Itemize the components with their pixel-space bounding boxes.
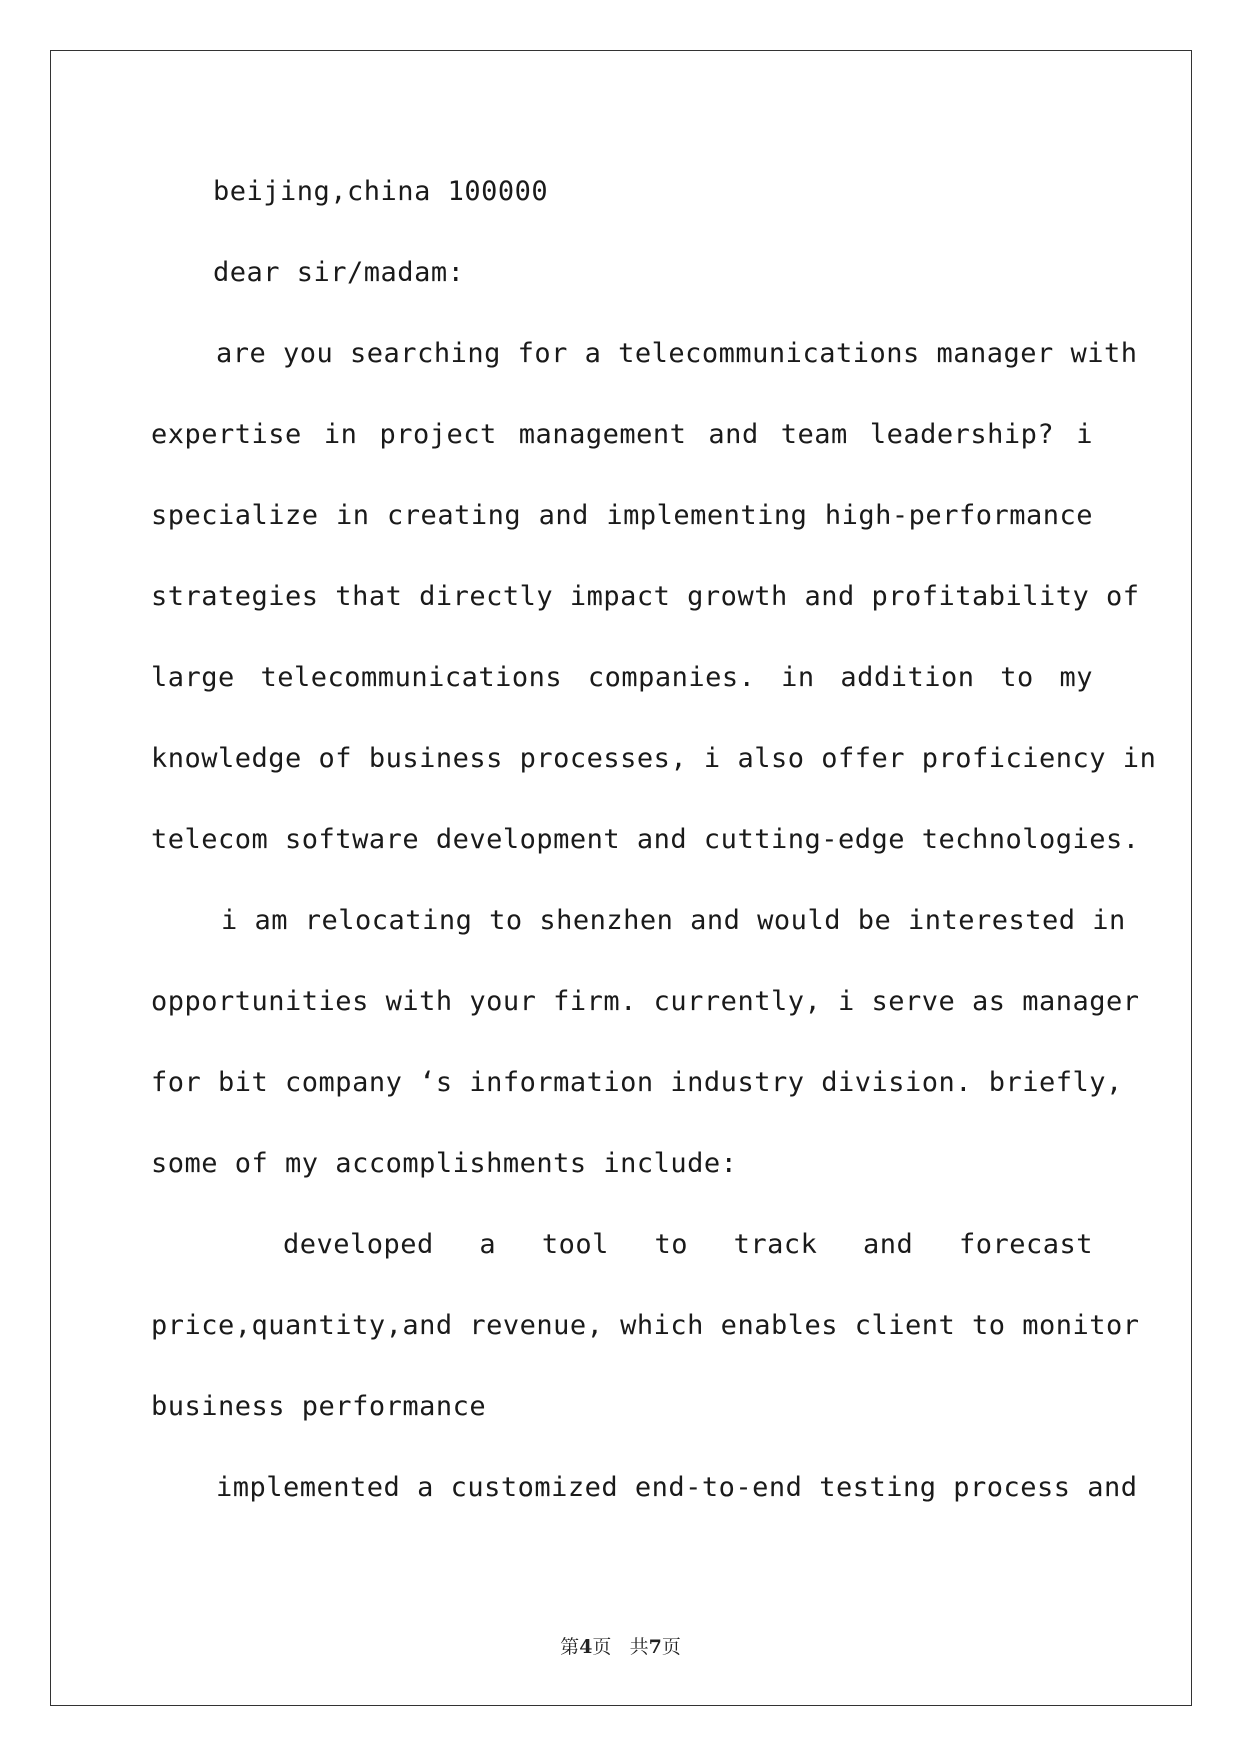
paragraph-1-line-6: knowledge of business processes, i also offer proficiency in: [151, 743, 1157, 774]
paragraph-2-line-3: for bit company ‘s information industry division. briefly,: [151, 1067, 1123, 1098]
total-page-number: 7: [648, 1636, 662, 1658]
paragraph-2-line-1: i am relocating to shenzhen and would be interested in: [221, 905, 1126, 936]
paragraph-1-line-4: strategies that directly impact growth and profitability of: [151, 581, 1140, 612]
current-page-number: 4: [579, 1636, 593, 1658]
accomplishment-1-line-1: developed a tool to track and forecast: [283, 1229, 1093, 1260]
paragraph-1-line-1: are you searching for a telecommunications manager with: [216, 338, 1138, 369]
accomplishment-1-line-3: business performance: [151, 1391, 487, 1422]
accomplishment-2-line-1: implemented a customized end-to-end testing process and: [216, 1472, 1138, 1503]
paragraph-1-line-3: specialize in creating and implementing high-performance: [151, 500, 1093, 531]
footer-total-label: 页: [661, 1636, 681, 1658]
salutation: dear sir/madam:: [213, 257, 465, 288]
paragraph-2-line-2: opportunities with your firm. currently, i serve as manager: [151, 986, 1140, 1017]
paragraph-1-line-7: telecom software development and cutting-edge technologies.: [151, 824, 1140, 855]
paragraph-1-line-5: large telecommunications companies. in addition to my: [151, 662, 1093, 693]
page-border: [50, 50, 1192, 1706]
footer-page-label: 页: [592, 1636, 612, 1658]
footer-total-prefix: 共: [629, 1636, 649, 1658]
address-line: beijing,china 100000: [213, 176, 549, 207]
page-footer: [0, 1632, 1241, 1659]
footer-prefix: 第: [560, 1636, 580, 1658]
paragraph-2-line-4: some of my accomplishments include:: [151, 1148, 738, 1179]
accomplishment-1-line-2: price,quantity,and revenue, which enables client to monitor: [151, 1310, 1140, 1341]
paragraph-1-line-2: expertise in project management and team leadership? i: [151, 419, 1093, 450]
